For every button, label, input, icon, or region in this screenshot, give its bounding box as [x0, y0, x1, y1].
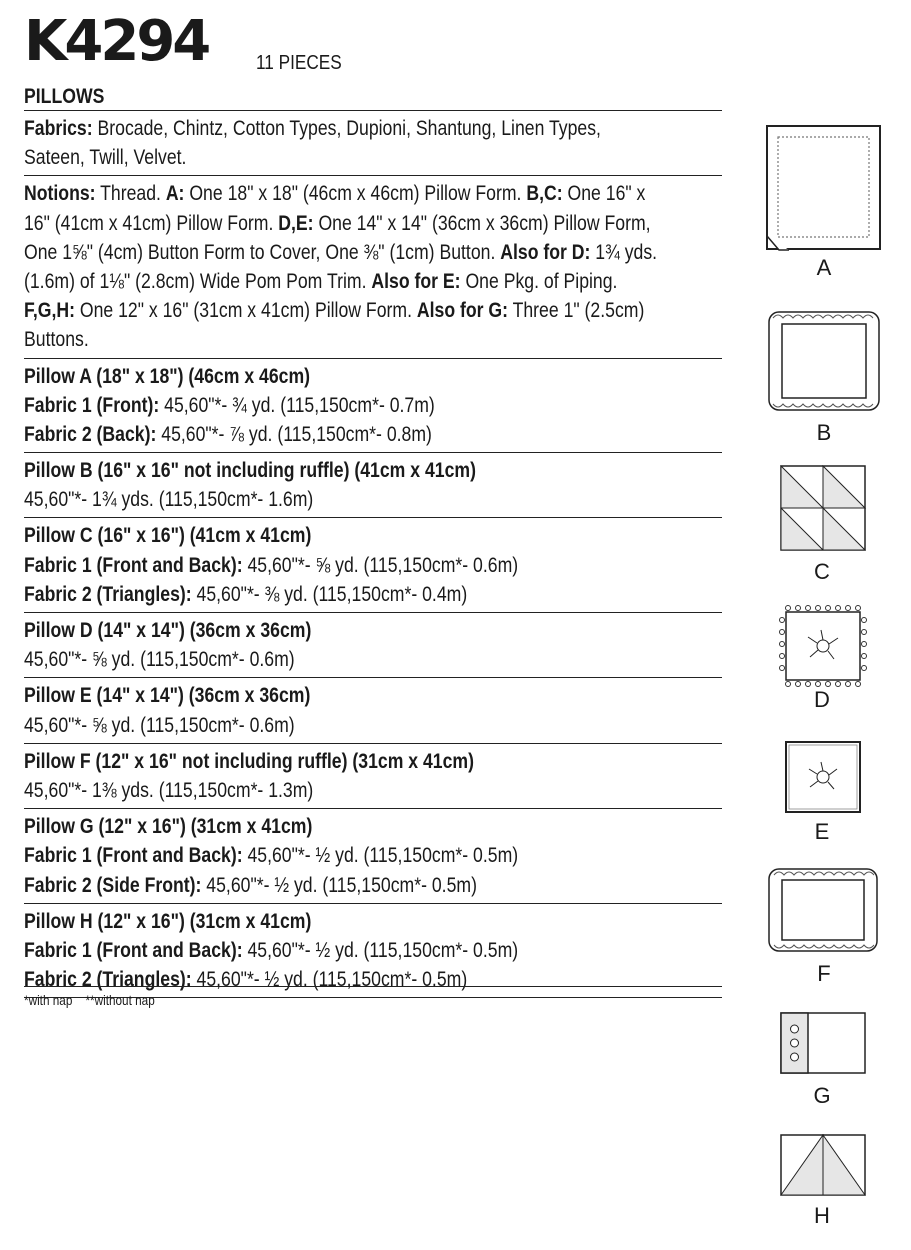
notions-text: One 16" x	[562, 182, 646, 206]
pillow-title: Pillow D (14" x 14") (36cm x 36cm)	[24, 619, 312, 642]
pillow-section	[24, 518, 722, 613]
yardage-row	[24, 841, 722, 870]
notions-label: A:	[165, 182, 185, 206]
notions-section	[24, 176, 722, 358]
yardage-row	[24, 485, 722, 514]
fabric-label: Fabric 1 (Front):	[24, 393, 160, 417]
yardage-row	[24, 420, 722, 449]
yardage-row	[24, 580, 722, 609]
notions-line	[24, 296, 722, 325]
fabrics-label: Fabrics:	[24, 117, 93, 140]
notions-label: D,E:	[278, 211, 314, 235]
yardage-value: 45,60"*- ⅝ yd. (115,150cm*- 0.6m)	[24, 648, 295, 672]
pillow-title: Pillow H (12" x 16") (31cm x 41cm)	[24, 909, 312, 933]
pillow-d-sketch	[778, 604, 868, 688]
fabrics-line-2: Sateen, Twill, Velvet.	[24, 146, 187, 170]
yardage-value: 45,60"*- ½ yd. (115,150cm*- 0.5m)	[201, 873, 477, 897]
yardage-column	[24, 84, 722, 998]
notions-label: B,C:	[526, 182, 563, 206]
notions-text: Three 1" (2.5cm)	[508, 299, 645, 323]
yardage-value: 45,60"*- ⅝ yd. (115,150cm*- 0.6m)	[242, 553, 519, 577]
pillow-h-sketch	[780, 1134, 866, 1196]
notions-label: Also for E:	[371, 269, 461, 293]
notions-label: Also for D:	[500, 240, 591, 264]
pillow-section	[24, 359, 722, 454]
yardage-row	[24, 391, 722, 420]
pillow-title: Pillow F (12" x 16" not including ruffle) (31cm x 41cm)	[24, 749, 474, 773]
pillow-section	[24, 744, 722, 809]
sketch-label-h: H	[814, 1203, 830, 1228]
pillow-e-sketch	[784, 740, 862, 814]
notions-text: One 1⅝" (4cm) Button Form to Cover, One ⅜" (1cm) Button.	[24, 240, 501, 264]
pillow-title: Pillow C (16" x 16") (41cm x 41cm)	[24, 524, 312, 548]
pillow-section	[24, 809, 722, 904]
sketch-label-f: F	[817, 961, 831, 986]
yardage-row	[24, 871, 722, 900]
notions-text: One 18" x 18" (46cm x 46cm) Pillow Form.	[184, 182, 527, 206]
fabrics-line-1	[24, 114, 722, 143]
notions-text: Buttons.	[24, 328, 89, 352]
sketch-label-g: G	[813, 1083, 831, 1108]
pillow-sections	[24, 359, 722, 999]
pillow-title: Pillow G (12" x 16") (31cm x 41cm)	[24, 815, 313, 839]
title-row	[24, 84, 722, 111]
yardage-value: 45,60"*- ⅝ yd. (115,150cm*- 0.6m)	[24, 713, 295, 737]
yardage-value: 45,60"*- ¾ yd. (115,150cm*- 0.7m)	[159, 393, 435, 417]
notions-text: One 12" x 16" (31cm x 41cm) Pillow Form.	[74, 299, 417, 323]
fabric-label: Fabric 2 (Side Front):	[24, 873, 202, 897]
notions-text: (1.6m) of 1⅛" (2.8cm) Wide Pom Pom Trim.	[24, 269, 372, 293]
notions-line	[24, 267, 722, 296]
notions-line	[24, 179, 722, 208]
footnote-row	[24, 986, 722, 1009]
fabric-label: Fabric 2 (Back):	[24, 422, 157, 446]
notions-text: Thread.	[95, 182, 166, 206]
pillow-section	[24, 613, 722, 678]
yardage-row	[24, 551, 722, 580]
yardage-value: 45,60"*- ½ yd. (115,150cm*- 0.5m)	[242, 938, 519, 962]
fabric-label: Fabric 1 (Front and Back):	[24, 938, 243, 962]
yardage-value: 45,60"*- 1¾ yds. (115,150cm*- 1.6m)	[24, 488, 314, 512]
pillow-c-sketch	[780, 465, 866, 551]
yardage-row	[24, 936, 722, 965]
pillow-title: Pillow B (16" x 16" not including ruffle) (41cm x 41cm)	[24, 459, 476, 483]
fabric-label: Fabric 1 (Front and Back):	[24, 844, 243, 868]
nap-footnote: *with nap **without nap	[24, 992, 155, 1008]
notions-text: 16" (41cm x 41cm) Pillow Form.	[24, 211, 279, 235]
notions-line	[24, 209, 722, 238]
notions-line	[24, 238, 722, 267]
fabrics-text-1: Brocade, Chintz, Cotton Types, Dupioni, Shantung, Linen Types,	[97, 117, 601, 140]
notions-label: F,G,H:	[24, 299, 75, 323]
yardage-row	[24, 645, 722, 674]
fabric-label: Fabric 1 (Front and Back):	[24, 553, 243, 577]
pillow-section	[24, 453, 722, 518]
notions-text: One 14" x 14" (36cm x 36cm) Pillow Form,	[313, 211, 651, 235]
pillow-section	[24, 904, 722, 999]
yardage-value: 45,60"*- ⅞ yd. (115,150cm*- 0.8m)	[156, 422, 432, 446]
pillow-section	[24, 678, 722, 743]
pillow-g-sketch	[780, 1012, 866, 1074]
pillow-title: Pillow A (18" x 18") (46cm x 46cm)	[24, 364, 311, 388]
pillow-title: Pillow E (14" x 14") (36cm x 36cm)	[24, 684, 311, 708]
sketch-label-d: D	[814, 687, 830, 712]
yardage-value: 45,60"*- ½ yd. (115,150cm*- 0.5m)	[191, 968, 468, 992]
pieces-count: 11 PIECES	[256, 52, 342, 74]
notions-label: Notions:	[24, 182, 96, 206]
fabrics-section	[24, 111, 722, 176]
notions-line	[24, 325, 722, 354]
fabric-label: Fabric 2 (Triangles):	[24, 968, 192, 992]
yardage-value: 45,60"*- ⅜ yd. (115,150cm*- 0.4m)	[191, 582, 468, 606]
sketch-label-b: B	[816, 420, 832, 445]
pillow-f-sketch	[766, 866, 880, 954]
yardage-value: 45,60"*- 1⅜ yds. (115,150cm*- 1.3m)	[24, 778, 314, 802]
pillow-b-sketch	[765, 308, 883, 414]
sketch-label-a: A	[816, 255, 832, 280]
yardage-value: 45,60"*- ½ yd. (115,150cm*- 0.5m)	[242, 844, 519, 868]
notions-text: 1¾ yds.	[590, 240, 658, 264]
notions-label: Also for G:	[416, 299, 509, 323]
yardage-row	[24, 776, 722, 805]
fabric-label: Fabric 2 (Triangles):	[24, 582, 192, 606]
pillow-a-sketch	[765, 124, 883, 254]
sketch-label-e: E	[814, 819, 830, 844]
yardage-row	[24, 711, 722, 740]
notions-text: One Pkg. of Piping.	[460, 269, 618, 293]
page-title: PILLOWS	[24, 85, 105, 108]
pattern-number: K4294	[24, 9, 209, 74]
sketch-label-c: C	[814, 559, 830, 584]
